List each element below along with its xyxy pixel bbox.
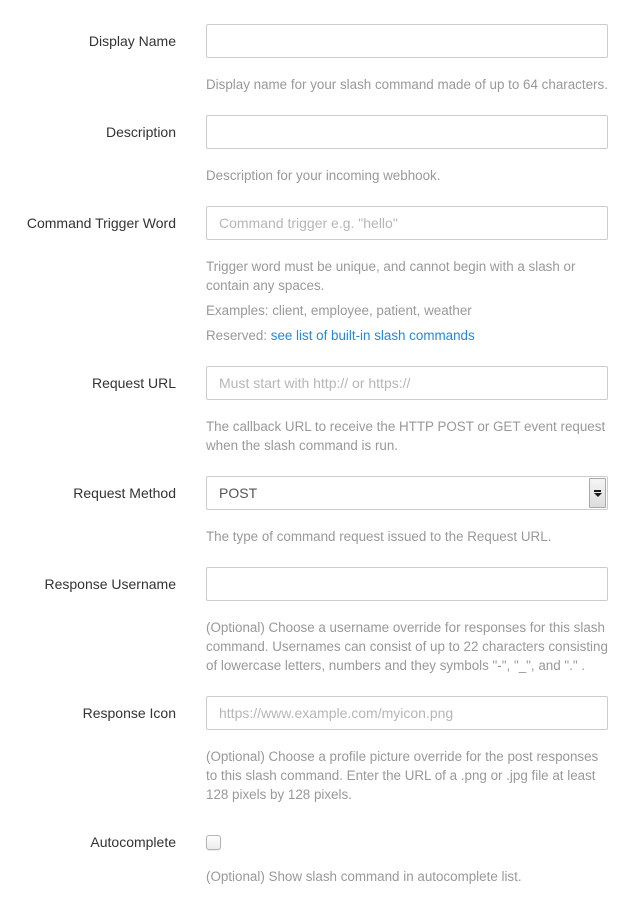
chevron-down-icon bbox=[594, 490, 601, 492]
request-method-label: Request Method bbox=[73, 485, 176, 501]
trigger-word-help-reserved bbox=[206, 326, 608, 345]
form-group-request-method bbox=[0, 476, 625, 546]
request-url-input[interactable] bbox=[206, 366, 608, 400]
chevron-down-icon bbox=[594, 493, 602, 497]
display-name-controls bbox=[206, 24, 608, 94]
description-controls bbox=[206, 115, 608, 185]
autocomplete-label: Autocomplete bbox=[90, 834, 176, 850]
request-method-selected-value: POST bbox=[219, 485, 258, 501]
autocomplete-help: (Optional) Show slash command in autocomplete list. bbox=[206, 869, 522, 884]
select-dropdown-button[interactable] bbox=[589, 478, 606, 508]
built-in-slash-commands-link[interactable]: see list of built-in slash commands bbox=[270, 328, 475, 343]
trigger-word-controls bbox=[206, 206, 608, 345]
request-url-label: Request URL bbox=[91, 375, 176, 391]
autocomplete-checkbox[interactable] bbox=[206, 835, 221, 850]
form-group-request-url bbox=[0, 366, 625, 455]
display-name-help: Display name for your slash command made of up to 64 characters. bbox=[206, 77, 608, 92]
request-method-select[interactable] bbox=[206, 476, 608, 510]
response-username-label: Response Username bbox=[44, 576, 176, 592]
response-username-help: (Optional) Choose a username override for responses for this slash command. Usernames can consist of up to 22 characters consisting of lowercase letters, numbers and they symbols "-", "_", and "." . bbox=[206, 620, 608, 673]
response-icon-input[interactable] bbox=[206, 696, 608, 730]
response-username-controls bbox=[206, 567, 608, 675]
trigger-word-label: Command Trigger Word bbox=[26, 215, 176, 231]
form-group-response-icon bbox=[0, 696, 625, 804]
trigger-word-reserved-prefix: Reserved: bbox=[206, 328, 271, 343]
request-url-help: The callback URL to receive the HTTP POST or GET event request when the slash command is run. bbox=[206, 419, 606, 453]
form-group-response-username bbox=[0, 567, 625, 675]
trigger-word-input[interactable] bbox=[206, 206, 608, 240]
request-url-controls bbox=[206, 366, 608, 455]
form-group-display-name bbox=[0, 24, 625, 94]
autocomplete-controls bbox=[206, 825, 608, 886]
description-label: Description bbox=[105, 124, 176, 140]
request-method-help: The type of command request issued to the Request URL. bbox=[206, 529, 552, 544]
response-username-input[interactable] bbox=[206, 567, 608, 601]
form-group-autocomplete bbox=[0, 825, 625, 886]
description-help: Description for your incoming webhook. bbox=[206, 168, 441, 183]
form-group-trigger-word bbox=[0, 206, 625, 345]
response-icon-label: Response Icon bbox=[82, 705, 176, 721]
request-method-controls bbox=[206, 476, 608, 546]
display-name-input[interactable] bbox=[206, 24, 608, 58]
description-input[interactable] bbox=[206, 115, 608, 149]
form-group-description bbox=[0, 115, 625, 185]
response-icon-help: (Optional) Choose a profile picture override for the post responses to this slash command. Enter the URL of a .png or .jpg file at least 128 pixels by 128 pixels. bbox=[206, 749, 599, 802]
trigger-word-help-unique: Trigger word must be unique, and cannot begin with a slash or contain any spaces. bbox=[206, 259, 576, 293]
response-icon-controls bbox=[206, 696, 608, 804]
display-name-label: Display Name bbox=[88, 33, 176, 49]
trigger-word-help-examples: Examples: client, employee, patient, weather bbox=[206, 303, 472, 318]
